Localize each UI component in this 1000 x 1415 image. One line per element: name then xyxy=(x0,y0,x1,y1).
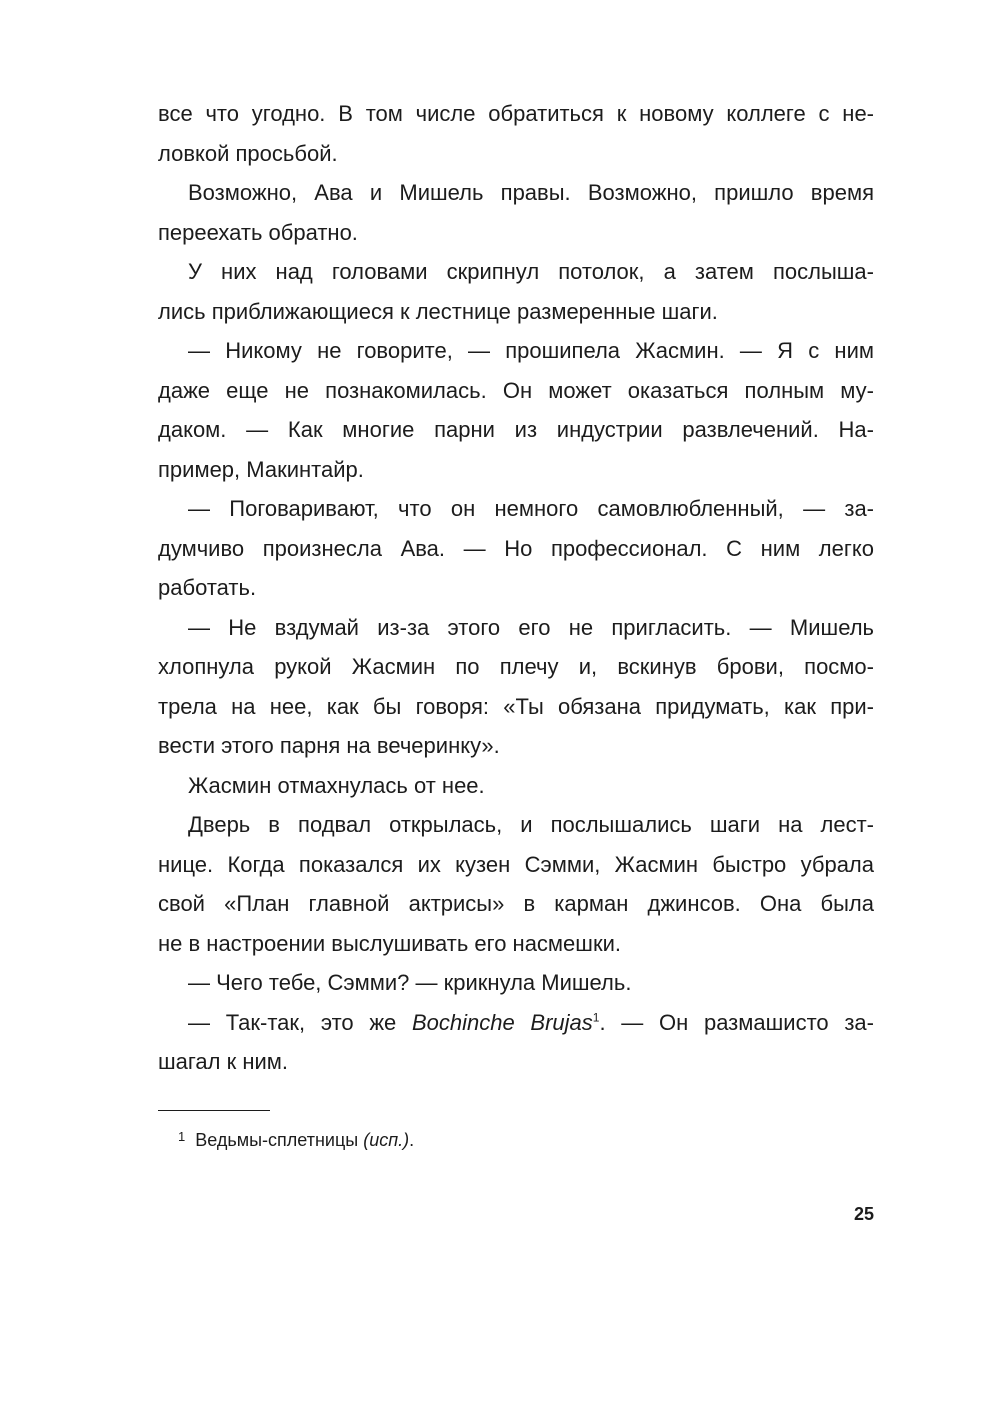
footnote-text: Ведьмы-сплетницы xyxy=(195,1130,364,1150)
text-line: думчиво произнесла Ава. — Но профессионал. С ним легко xyxy=(158,535,874,561)
text-line: не в настроении выслушивать его насмешки. xyxy=(158,930,621,956)
text-line: Жасмин отмахнулась от нее. xyxy=(188,772,485,798)
footnote-reference: 1 xyxy=(592,1010,600,1025)
text-line: — Чего тебе, Сэмми? — крикнула Мишель. xyxy=(188,970,632,995)
text-line: ловкой просьбой. xyxy=(158,140,338,166)
text-line: Дверь в подвал открылась, и послышались шаги на лест- xyxy=(188,812,874,837)
footnote xyxy=(178,1124,414,1153)
text-line: работать. xyxy=(158,575,257,600)
foreign-phrase: Bochinche Brujas xyxy=(412,1009,593,1035)
text-line: свой «План главной актрисы» в карман джинсов. Она была xyxy=(158,891,874,916)
text-line: — Никому не говорите, — прошипела Жасмин. — Я с ним xyxy=(188,338,874,363)
text-line: все что угодно. В том числе обратиться к новому коллеге с не- xyxy=(158,101,874,126)
body-text xyxy=(158,94,874,1082)
text-fragment: . — Он размашисто за- xyxy=(599,1009,874,1035)
text-line: хлопнула рукой Жасмин по плечу и, вскинув брови, посмо- xyxy=(158,654,874,679)
text-line: вести этого парня на вечеринку». xyxy=(158,733,500,758)
text-line: У них над головами скрипнул потолок, а затем послыша- xyxy=(188,259,874,284)
footnote-tail: . xyxy=(409,1130,415,1150)
text-line: — Не вздумай из-за этого его не пригласить. — Мишель xyxy=(188,614,874,640)
text-line: даком. — Как многие парни из индустрии развлечений. На- xyxy=(158,417,874,442)
text-line: лись приближающиеся к лестнице размеренные шаги. xyxy=(158,298,718,324)
page-number: 25 xyxy=(853,1204,874,1224)
text-line: Возможно, Ава и Мишель правы. Возможно, пришло время xyxy=(188,180,874,205)
footnote-mark: 1 xyxy=(178,1129,186,1144)
text-line: трела на нее, как бы говоря: «Ты обязана придумать, как при- xyxy=(158,693,874,719)
text-line: переехать обратно. xyxy=(158,219,358,245)
text-line: пример, Макинтайр. xyxy=(158,456,364,482)
text-line xyxy=(158,1003,874,1043)
text-line: — Поговаривают, что он немного самовлюбленный, — за- xyxy=(188,496,874,521)
text-line: шагал к ним. xyxy=(158,1049,289,1074)
text-line: нице. Когда показался их кузен Сэмми, Жасмин быстро убрала xyxy=(158,851,874,877)
footnote-divider xyxy=(158,1110,270,1111)
footnote-language: (исп.) xyxy=(363,1130,410,1150)
text-line: даже еще не познакомилась. Он может оказаться полным му- xyxy=(158,377,874,403)
text-fragment: — Так-так, это же xyxy=(188,1009,412,1035)
